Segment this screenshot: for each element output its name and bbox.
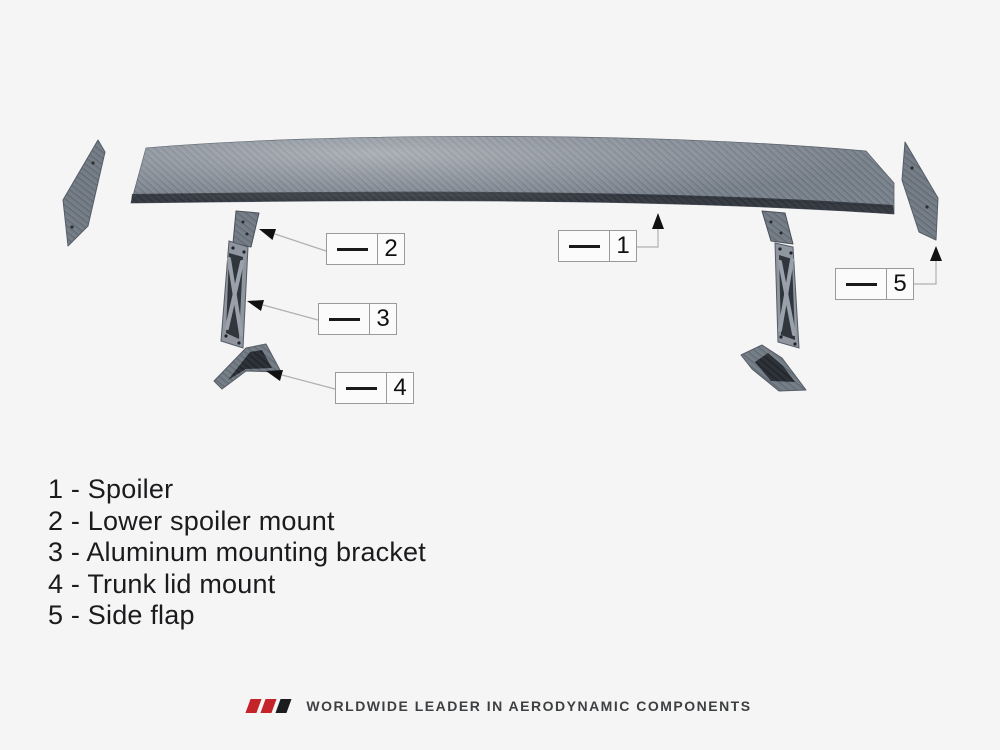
callout-box-5 [835, 268, 914, 300]
callout-number-3: 3 [376, 305, 390, 332]
footer-tagline: WORLDWIDE LEADER IN AERODYNAMIC COMPONENTS [306, 698, 752, 714]
part-symbol-dash [327, 234, 378, 264]
callout-box-3 [318, 303, 397, 335]
arrowhead-5 [930, 246, 942, 261]
parts-legend [48, 474, 426, 632]
leader-line-3 [263, 305, 318, 320]
side-flap-right [902, 142, 938, 240]
aluminum-bracket-left [221, 241, 248, 348]
legend-item-1: 1 - Spoiler [48, 474, 174, 504]
aluminum-bracket-right [775, 243, 799, 348]
part-symbol-dash [319, 304, 370, 334]
logo-stripe-icon [261, 699, 277, 713]
arrowhead-1 [652, 213, 664, 229]
leader-line-4 [282, 375, 335, 389]
part-symbol-dash [336, 373, 387, 403]
arrowhead-4 [266, 370, 283, 381]
part-symbol-dash [559, 231, 610, 261]
legend-item-4: 4 - Trunk lid mount [48, 568, 276, 599]
legend-item-5: 5 - Side flap [48, 600, 195, 631]
callout-box-1 [558, 230, 637, 262]
part-symbol-dash [836, 269, 887, 299]
callout-number-5: 5 [893, 270, 907, 297]
trunk-lid-mount-left [214, 344, 281, 389]
callout-number-2: 2 [384, 235, 398, 262]
leader-line-1 [637, 228, 658, 247]
trunk-lid-mount-right [741, 345, 806, 391]
callout-box-4 [335, 372, 414, 404]
callout-box-2 [326, 233, 405, 265]
arrowhead-3 [247, 300, 264, 311]
logo-stripe-icon [276, 699, 292, 713]
legend-item-2: 2 - Lower spoiler mount [48, 505, 335, 536]
footer [0, 691, 1000, 721]
lower-spoiler-mount-right [762, 211, 793, 244]
legend-item-3: 3 - Aluminum mounting bracket [48, 537, 426, 568]
side-flap-left [63, 140, 105, 246]
wing-sheen [131, 136, 894, 214]
lower-spoiler-mount-left [233, 211, 259, 247]
leader-line-2 [275, 234, 326, 251]
callout-number-4: 4 [393, 374, 407, 401]
spoiler-wing [131, 136, 894, 214]
logo-stripe-icon [246, 699, 262, 713]
brand-stripes-logo [248, 699, 293, 713]
arrowhead-2 [259, 229, 276, 240]
callout-number-1: 1 [616, 232, 630, 259]
leader-line-5 [913, 260, 936, 284]
